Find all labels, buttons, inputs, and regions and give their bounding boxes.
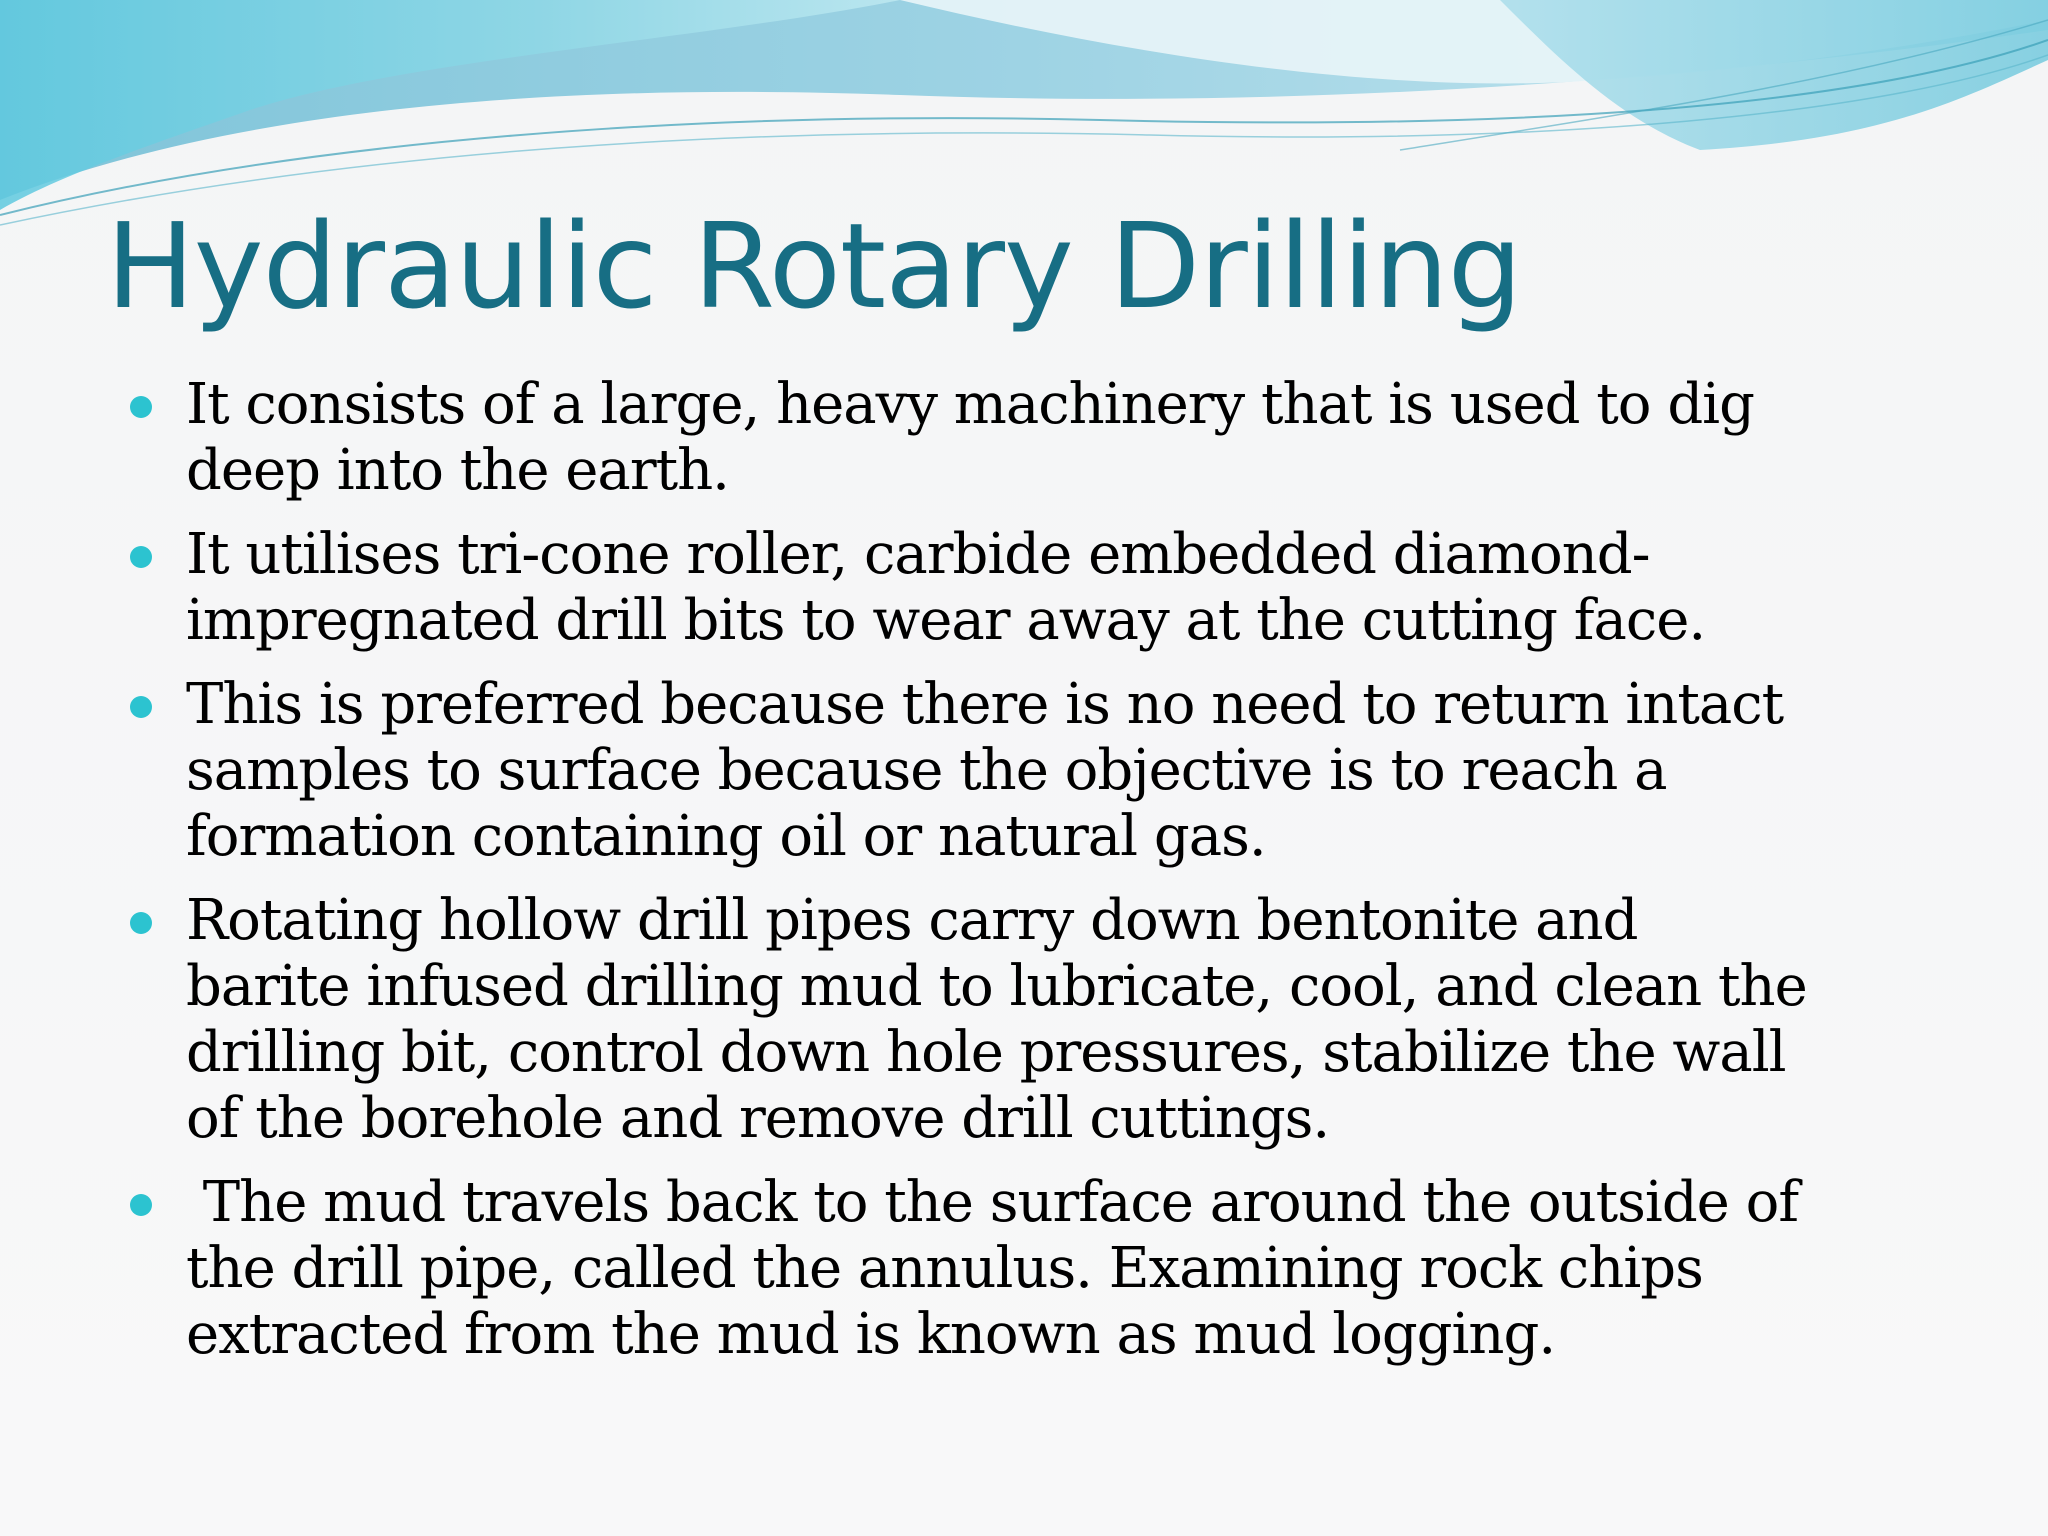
bullet-line: drilling bit, control down hole pressures, stabilize the wall [186, 1020, 1786, 1085]
bullet-line: The mud travels back to the surface around the outside of [186, 1170, 1799, 1235]
bullet-line: This is preferred because there is no need to return intact [186, 672, 1784, 737]
slide-title: Hydraulic Rotary Drilling [106, 197, 1522, 335]
bullet-list [126, 372, 2006, 1386]
bullet-item-mud-logging [126, 1170, 2006, 1368]
bullet-line: the drill pipe, called the annulus. Examining rock chips [186, 1236, 1703, 1301]
bullet-line: deep into the earth. [186, 438, 729, 503]
bullet-line: impregnated drill bits to wear away at the cutting face. [186, 588, 1706, 653]
bullet-line: extracted from the mud is known as mud logging. [186, 1302, 1556, 1367]
bullet-item-preference-reason [126, 672, 2006, 870]
bullet-line: of the borehole and remove drill cuttings. [186, 1086, 1330, 1151]
bullet-dot-icon [130, 912, 152, 934]
bullet-dot-icon [130, 696, 152, 718]
bullet-item-drill-bits [126, 522, 2006, 654]
bullet-line: samples to surface because the objective is to reach a [186, 738, 1667, 803]
bullet-dot-icon [130, 396, 152, 418]
bullet-line: Rotating hollow drill pipes carry down bentonite and [186, 888, 1638, 953]
bullet-line: barite infused drilling mud to lubricate, cool, and clean the [186, 954, 1807, 1019]
bullet-line: It utilises tri-cone roller, carbide embedded diamond- [186, 522, 1650, 587]
bullet-line: It consists of a large, heavy machinery that is used to dig [186, 372, 1754, 437]
bullet-dot-icon [130, 1194, 152, 1216]
bullet-item-drilling-mud [126, 888, 2006, 1152]
bullet-line: formation containing oil or natural gas. [186, 804, 1266, 869]
bullet-item-rig-description [126, 372, 2006, 504]
bullet-dot-icon [130, 546, 152, 568]
